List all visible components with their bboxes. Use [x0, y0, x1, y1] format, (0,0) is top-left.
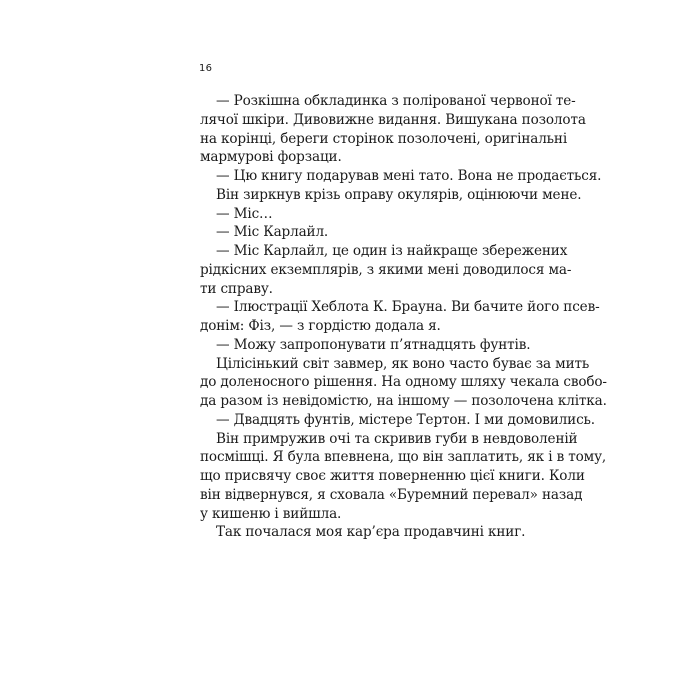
text-line: — Міс Карлайл, це один із найкраще збережених — [216, 243, 568, 259]
text-line: — Двадцять фунтів, містере Тертон. І ми домовились. — [216, 411, 595, 428]
text-line: на корінці, береги сторінок позолочені, оригінальні — [200, 130, 568, 147]
text-line: Він зиркнув крізь оправу окулярів, оцінюючи мене. — [216, 186, 582, 203]
text-line: Цілісінький світ завмер, як воно часто буває за мить — [216, 355, 590, 372]
text-line: що присвячу своє життя поверненню цієї книги. Коли — [200, 468, 585, 484]
text-line: посмішці. Я була впевнена, що він заплатить, як і в тому, — [200, 449, 607, 466]
text-line: до доленосного рішення. На одному шляху чекала свобо- — [200, 374, 607, 391]
text-line: Він примружив очі та скривив губи в невдоволеній — [216, 430, 578, 447]
text-line: — Цю книгу подарував мені тато. Вона не продається. — [216, 168, 602, 184]
page-number: 16 — [199, 63, 213, 74]
text-line: рідкісних екземплярів, з якими мені доводилося ма- — [200, 261, 572, 278]
text-line: — Розкішна обкладинка з полірованої червоної те- — [216, 93, 576, 109]
text-line: лячої шкіри. Дивовижне видання. Вишукана позолота — [200, 111, 586, 128]
text-line: — Можу запропонувати п’ятнадцять фунтів. — [216, 336, 531, 353]
text-line: — Міс Карлайл. — [216, 224, 329, 241]
text-line: у кишеню і вийшла. — [200, 505, 342, 522]
text-line: — Міс… — [216, 205, 273, 222]
text-line: Так почалася моя кар’єра продавчині книг. — [216, 524, 526, 541]
text-line: ти справу. — [200, 280, 273, 297]
text-line: донім: Фіз, — з гордістю додала я. — [200, 318, 441, 334]
text-line: — Ілюстрації Хеблота К. Брауна. Ви бачите його псев- — [216, 299, 600, 316]
text-line: да разом із невідомістю, на іншому — позолочена клітка. — [200, 393, 607, 409]
text-line: мармурові форзаци. — [200, 149, 342, 166]
text-line: він відвернувся, я сховала «Буремний перевал» назад — [200, 486, 583, 503]
body-text — [200, 92, 607, 542]
